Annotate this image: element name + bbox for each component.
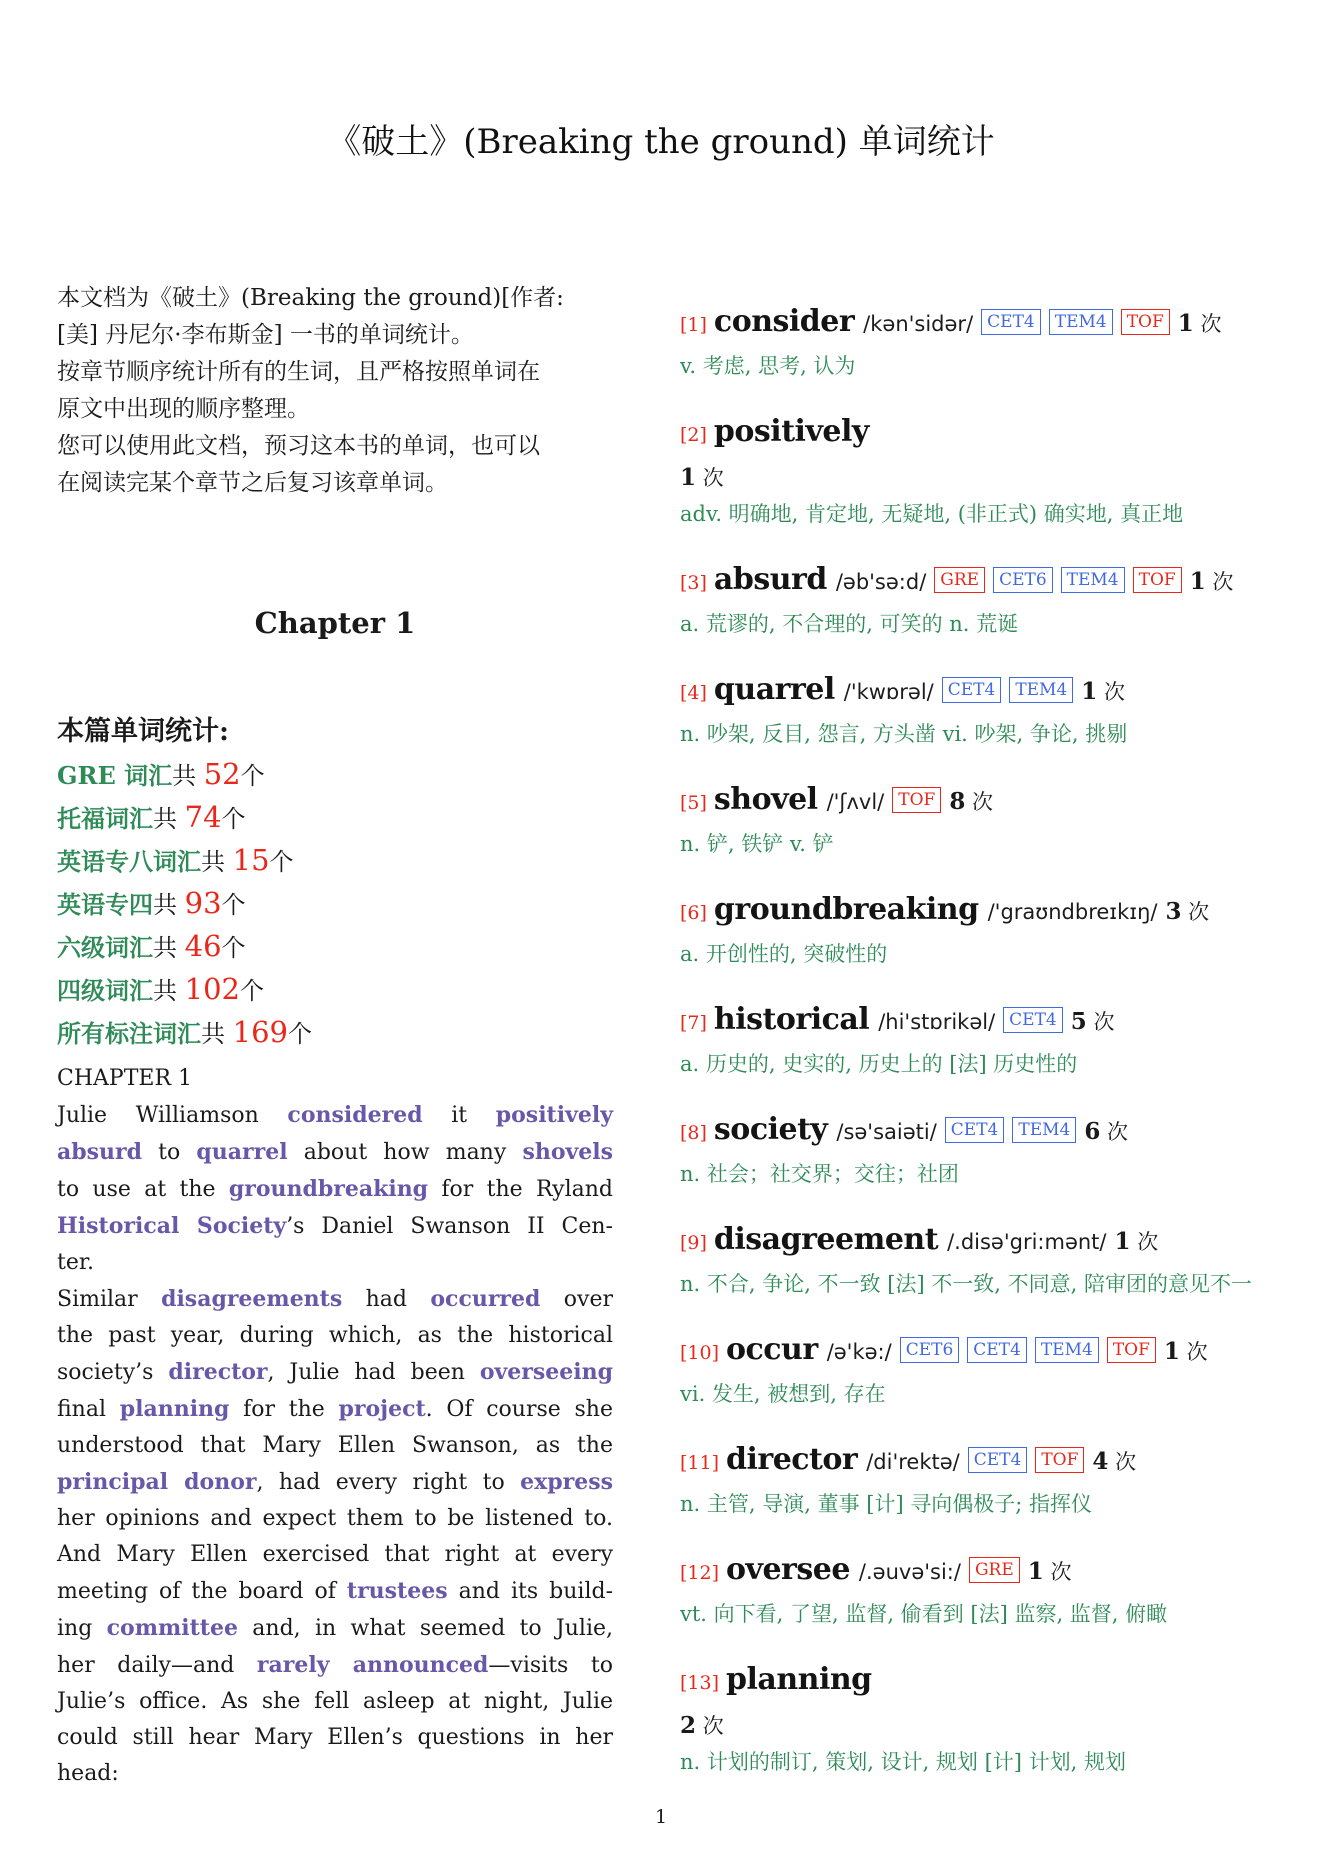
chapter-label: CHAPTER 1 [57, 1066, 192, 1091]
text-line [57, 1097, 613, 1134]
text-run: for the Ryland [428, 1177, 613, 1202]
highlighted-word: director [168, 1359, 268, 1385]
stat-unit: 个 [221, 805, 246, 833]
entry-count [1084, 1118, 1129, 1145]
tag-tof: TOF [1107, 1337, 1156, 1363]
entry-headline [680, 1438, 1280, 1486]
entry-word: positively [713, 414, 869, 449]
entry-index: [3] [680, 572, 707, 594]
tag-gre: GRE [969, 1557, 1020, 1583]
text-line [57, 1208, 613, 1245]
entry-phonetic: /'ʃʌvl/ [826, 790, 885, 814]
stat-row [57, 754, 613, 797]
entry-headline [680, 1108, 1280, 1156]
text-run: had [342, 1287, 431, 1312]
highlighted-word: project [338, 1396, 426, 1422]
text-line [57, 1171, 613, 1208]
entry-count [1189, 568, 1234, 595]
tag-tem4: TEM4 [1009, 677, 1073, 703]
vocab-entry [680, 1108, 1280, 1190]
stat-label: 四级词汇 [57, 976, 153, 1005]
count-unit: 次 [1043, 1560, 1072, 1584]
text-run: and, in what seemed to Julie, [237, 1616, 614, 1641]
text-line [57, 1756, 613, 1792]
entry-index: [9] [680, 1232, 707, 1254]
count-number: 1 [1189, 568, 1206, 595]
text-run: it [422, 1103, 496, 1128]
tag-cet4: CET4 [981, 309, 1041, 335]
intro-line: 在阅读完某个章节之后复习该章单词。 [57, 470, 448, 496]
text-line [57, 1281, 613, 1318]
entry-headline [680, 1218, 1280, 1266]
text-run: meeting of the board of [57, 1579, 347, 1604]
stat-unit: 个 [288, 1020, 312, 1048]
entry-word: groundbreaking [713, 892, 979, 927]
stat-unit: 个 [240, 762, 265, 790]
stat-count: 169 [232, 1015, 288, 1049]
entry-phonetic: /hi'stɒrikəl/ [878, 1010, 996, 1034]
count-unit: 次 [1108, 1450, 1137, 1474]
tag-cet4: CET4 [1003, 1007, 1063, 1033]
count-unit: 次 [696, 466, 724, 490]
text-run: head: [57, 1761, 119, 1786]
vocab-entry [680, 410, 1280, 530]
entry-index: [2] [680, 424, 707, 446]
tag-cet4: CET4 [945, 1117, 1005, 1143]
highlighted-word: committee [106, 1615, 238, 1641]
highlighted-word: groundbreaking [228, 1176, 429, 1202]
tag-cet4: CET4 [942, 677, 1002, 703]
stat-count: 74 [184, 800, 222, 834]
entry-word: consider [713, 304, 855, 339]
entry-phonetic: /sə'saiəti/ [836, 1120, 937, 1144]
text-run: —visits to [488, 1653, 613, 1678]
entry-word: director [726, 1442, 858, 1477]
text-line [57, 1245, 613, 1281]
stat-row [57, 797, 613, 840]
text-line [57, 1720, 613, 1756]
stat-unit: 个 [269, 848, 294, 876]
entry-index: [7] [680, 1012, 707, 1034]
highlighted-word: planning [119, 1396, 230, 1422]
count-unit: 次 [1205, 570, 1234, 594]
entry-definition: n. 计划的制订, 策划, 设计, 规划 [计] 计划, 规划 [680, 1750, 1127, 1774]
tag-tem4: TEM4 [1035, 1337, 1099, 1363]
vocab-entry [680, 1328, 1280, 1410]
tag-tem4: TEM4 [1012, 1117, 1076, 1143]
text-run: could still hear Mary Ellen’s questions in her [57, 1725, 613, 1750]
vocab-entry [680, 1218, 1280, 1300]
stat-row [57, 926, 613, 969]
count-unit: 次 [1100, 1120, 1129, 1144]
text-line [57, 1318, 613, 1354]
entry-phonetic: /.disə'gri:mənt/ [947, 1230, 1107, 1254]
entry-word: society [713, 1112, 828, 1147]
entry-headline [680, 778, 1280, 826]
entry-index: [6] [680, 902, 707, 924]
intro-paragraph [57, 280, 613, 502]
count-unit: 次 [1097, 680, 1125, 704]
entry-count [1070, 1008, 1115, 1035]
entry-word: historical [713, 1002, 870, 1037]
entry-count [1027, 1558, 1072, 1585]
entry-definition: n. 不合, 争论, 不一致 [法] 不一致, 不同意, 陪审团的意见不一 [680, 1272, 1253, 1296]
page-title: 《破土》(Breaking the ground) 单词统计 [327, 122, 995, 162]
entry-definition: vt. 向下看, 了望, 监督, 偷看到 [法] 监察, 监督, 俯瞰 [680, 1602, 1168, 1626]
entry-headline [680, 668, 1280, 716]
entry-count [680, 1712, 724, 1739]
count-unit: 次 [1193, 312, 1222, 336]
text-run: Julie’s office. As she fell asleep at night, Julie [57, 1689, 613, 1714]
entry-definition: a. 历史的, 史实的, 历史上的 [法] 历史性的 [680, 1052, 1078, 1076]
stat-count: 52 [203, 757, 241, 791]
vocab-entry [680, 558, 1280, 640]
highlighted-word: rarely announced [256, 1652, 489, 1678]
highlighted-word: quarrel [196, 1139, 288, 1165]
intro-line: 本文档为《破土》(Breaking the ground)[作者: [57, 285, 564, 311]
stats-title: 本篇单词统计: [57, 716, 229, 747]
entry-headline [680, 410, 1280, 458]
text-line [57, 1537, 613, 1573]
stat-label: 英语专四 [57, 890, 153, 919]
highlighted-word: overseeing [479, 1359, 613, 1385]
highlighted-word: disagreements [161, 1286, 343, 1312]
tag-tof: TOF [892, 787, 941, 813]
tag-cet6: CET6 [900, 1337, 960, 1363]
entry-count [949, 788, 994, 815]
entry-definition: a. 荒谬的, 不合理的, 可笑的 n. 荒诞 [680, 612, 1019, 636]
entry-count [1114, 1228, 1159, 1255]
tag-gre: GRE [934, 567, 985, 593]
vocab-entry [680, 1438, 1280, 1520]
text-run: about how many [287, 1140, 523, 1165]
entry-phonetic: /kən'sidər/ [863, 312, 974, 336]
tag-cet4: CET4 [967, 1337, 1027, 1363]
text-line [57, 1684, 613, 1720]
stat-text: 共 [153, 934, 185, 962]
vocab-entry [680, 888, 1280, 970]
entry-headline [680, 558, 1280, 606]
entry-count-line [680, 1708, 1280, 1746]
highlighted-word: trustees [346, 1578, 448, 1604]
text-line [57, 1134, 613, 1171]
text-run: society’s [57, 1360, 169, 1385]
text-line [57, 1391, 613, 1428]
entry-headline [680, 998, 1280, 1046]
count-unit: 次 [1130, 1230, 1159, 1254]
stat-text: 共 [153, 805, 185, 833]
tag-tof: TOF [1121, 309, 1170, 335]
entry-word: disagreement [713, 1222, 939, 1257]
text-line [57, 1573, 613, 1610]
highlighted-word: Historical Society [57, 1213, 287, 1239]
stat-label: 所有标注词汇 [57, 1019, 201, 1048]
text-run: , Julie had been [267, 1360, 480, 1385]
entry-count [1177, 310, 1222, 337]
stat-unit: 个 [221, 891, 246, 919]
stat-count: 46 [184, 929, 222, 963]
stat-text: 共 [172, 762, 204, 790]
entry-definition: n. 主管, 导演, 董事 [计] 寻向偶极子; 指挥仪 [680, 1492, 1093, 1516]
text-run: over [540, 1287, 613, 1312]
entry-phonetic: /.əuvə'si:/ [858, 1560, 961, 1584]
stat-text: 共 [201, 1020, 233, 1048]
stat-count: 93 [184, 886, 222, 920]
text-run: ter. [57, 1250, 94, 1275]
text-line [57, 1428, 613, 1464]
highlighted-word: express [520, 1469, 613, 1495]
entry-index: [8] [680, 1122, 707, 1144]
highlighted-word: principal donor [57, 1469, 257, 1495]
entry-index: [5] [680, 792, 707, 814]
count-unit: 次 [1179, 1340, 1208, 1364]
paragraph [57, 1281, 613, 1792]
count-number: 3 [1165, 898, 1182, 925]
entry-headline [680, 1328, 1280, 1376]
entry-definition: vi. 发生, 被想到, 存在 [680, 1382, 886, 1406]
count-number: 2 [680, 1712, 697, 1739]
highlighted-word: absurd [57, 1139, 142, 1165]
text-run: ’s Daniel Swanson II Cen- [286, 1214, 613, 1239]
left-column [57, 280, 613, 1792]
vocab-list [680, 300, 1280, 1806]
body-text [57, 1097, 613, 1792]
count-number: 4 [1092, 1448, 1109, 1475]
entry-index: [13] [680, 1672, 720, 1694]
stats-list [57, 754, 613, 1055]
entry-count [1163, 1338, 1208, 1365]
vocab-entry [680, 1548, 1280, 1630]
text-run: understood that Mary Ellen Swanson, as the [57, 1433, 613, 1458]
entry-word: occur [726, 1332, 818, 1367]
count-unit: 次 [965, 790, 994, 814]
tag-tof: TOF [1133, 567, 1182, 593]
vocab-entry [680, 1658, 1280, 1778]
text-run: final [57, 1397, 120, 1422]
entry-definition: n. 吵架, 反目, 怨言, 方头凿 vi. 吵架, 争论, 挑剔 [680, 722, 1128, 746]
text-run: Similar [57, 1287, 162, 1312]
stat-row [57, 1012, 613, 1055]
highlighted-word: positively [495, 1102, 613, 1128]
entry-phonetic: /ə'kə:/ [826, 1340, 892, 1364]
intro-line: 原文中出现的顺序整理。 [57, 396, 310, 422]
entry-count [1165, 898, 1210, 925]
text-run: And Mary Ellen exercised that right at every [57, 1542, 613, 1567]
vocab-entry [680, 998, 1280, 1080]
entry-definition: v. 考虑, 思考, 认为 [680, 354, 856, 378]
entry-definition: n. 铲, 铁铲 v. 铲 [680, 832, 834, 856]
entry-index: [4] [680, 682, 707, 704]
vocab-entry [680, 300, 1280, 382]
entry-phonetic: /əb'sə:d/ [835, 570, 927, 594]
entry-headline [680, 1548, 1280, 1596]
entry-word: absurd [713, 562, 827, 597]
stat-text: 共 [153, 977, 185, 1005]
text-run: to [142, 1140, 197, 1165]
count-unit: 次 [696, 1714, 724, 1738]
vocab-entry [680, 668, 1280, 750]
text-line [57, 1354, 613, 1391]
paragraph [57, 1097, 613, 1281]
highlighted-word: considered [287, 1102, 423, 1128]
tag-tem4: TEM4 [1049, 309, 1113, 335]
entry-definition: a. 开创性的, 突破性的 [680, 942, 888, 966]
count-unit: 次 [1181, 900, 1210, 924]
count-number: 1 [1081, 678, 1098, 705]
text-run: . Of course she [425, 1397, 613, 1422]
entry-word: oversee [726, 1552, 850, 1587]
entry-headline [680, 300, 1280, 348]
text-run: to use at the [57, 1177, 229, 1202]
stat-label: GRE 词汇 [57, 761, 173, 790]
entry-index: [10] [680, 1342, 720, 1364]
tag-cet4: CET4 [968, 1447, 1028, 1473]
entry-headline [680, 888, 1280, 936]
entry-count [1081, 678, 1125, 705]
text-run: and its build- [447, 1579, 614, 1604]
text-line [57, 1464, 613, 1501]
count-number: 1 [1177, 310, 1194, 337]
entry-phonetic: /di'rektə/ [866, 1450, 960, 1474]
count-number: 6 [1084, 1118, 1101, 1145]
tag-tof: TOF [1035, 1447, 1084, 1473]
text-run: her daily—and [57, 1653, 257, 1678]
entry-count-line [680, 460, 1280, 498]
highlighted-word: shovels [522, 1139, 614, 1165]
text-line [57, 1501, 613, 1537]
stat-label: 英语专八词汇 [57, 847, 201, 876]
count-number: 1 [1114, 1228, 1131, 1255]
stat-unit: 个 [240, 977, 264, 1005]
text-run: , had every right to [256, 1470, 521, 1495]
text-line [57, 1647, 613, 1684]
entry-headline [680, 1658, 1280, 1706]
entry-word: planning [726, 1662, 872, 1697]
stat-row [57, 840, 613, 883]
count-number: 1 [1163, 1338, 1180, 1365]
chapter-heading: Chapter 1 [254, 606, 416, 640]
stat-count: 15 [232, 843, 270, 877]
stat-label: 六级词汇 [57, 933, 153, 962]
text-line [57, 1610, 613, 1647]
stat-label: 托福词汇 [57, 804, 153, 833]
entry-phonetic: /'graʊndbreɪkɪŋ/ [987, 900, 1158, 924]
entry-index: [12] [680, 1562, 720, 1584]
intro-line: [美] 丹尼尔·李布斯金] 一书的单词统计。 [57, 322, 474, 348]
stat-unit: 个 [221, 934, 246, 962]
text-run: ing [57, 1616, 107, 1641]
intro-line: 您可以使用此文档，预习这本书的单词，也可以 [57, 433, 540, 459]
count-unit: 次 [1086, 1010, 1115, 1034]
stat-count: 102 [184, 972, 240, 1006]
count-number: 5 [1070, 1008, 1087, 1035]
entry-count [1092, 1448, 1137, 1475]
stat-row [57, 883, 613, 926]
highlighted-word: occurred [430, 1286, 541, 1312]
vocab-entry [680, 778, 1280, 860]
entry-definition: adv. 明确地, 肯定地, 无疑地, (非正式) 确实地, 真正地 [680, 502, 1184, 526]
entry-index: [11] [680, 1452, 720, 1474]
page-number: 1 [654, 1806, 668, 1828]
entry-count [680, 464, 724, 491]
count-number: 8 [949, 788, 966, 815]
entry-phonetic: /'kwɒrəl/ [843, 680, 934, 704]
count-number: 1 [680, 464, 697, 491]
count-number: 1 [1027, 1558, 1044, 1585]
entry-index: [1] [680, 314, 707, 336]
entry-definition: n. 社会；社交界；交往；社团 [680, 1162, 959, 1186]
entry-word: shovel [713, 782, 818, 817]
text-run: her opinions and expect them to be listened to. [57, 1506, 613, 1531]
text-run: for the [229, 1397, 339, 1422]
stat-text: 共 [201, 848, 233, 876]
intro-line: 按章节顺序统计所有的生词，且严格按照单词在 [57, 359, 540, 385]
entry-word: quarrel [713, 672, 835, 707]
stat-text: 共 [153, 891, 185, 919]
stat-row [57, 969, 613, 1012]
text-run: the past year, during which, as the historical [57, 1323, 613, 1348]
tag-cet6: CET6 [993, 567, 1053, 593]
text-run: Julie Williamson [57, 1103, 288, 1128]
tag-tem4: TEM4 [1061, 567, 1125, 593]
